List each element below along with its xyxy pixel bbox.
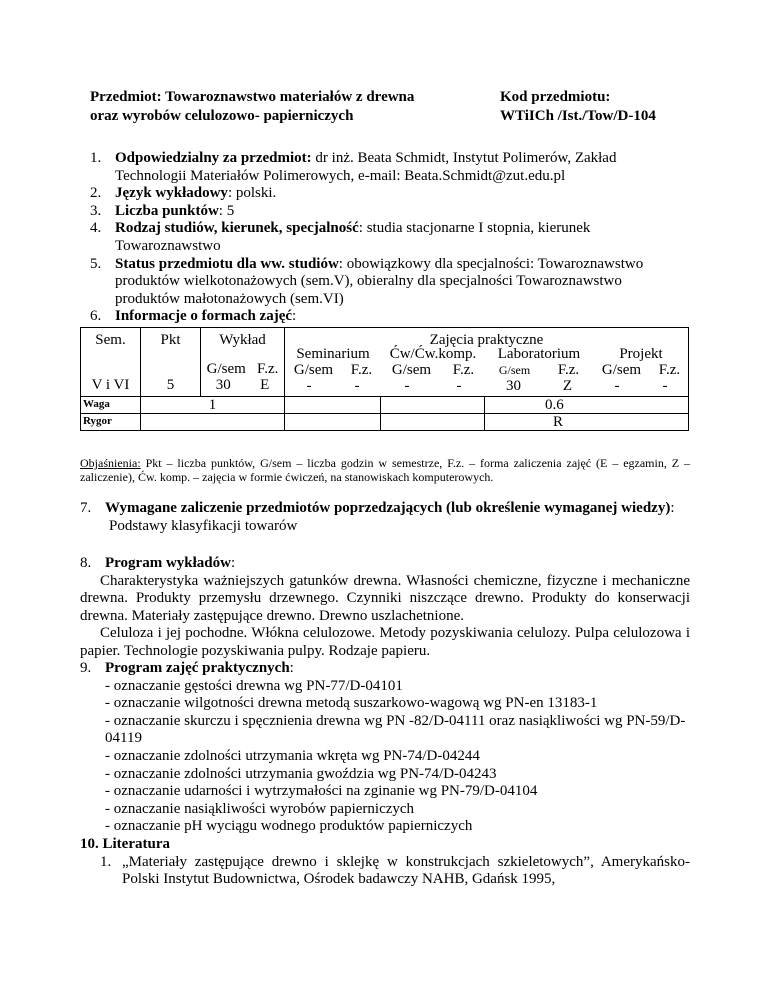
subject-line-2: oraz wyrobów celulozowo- papierniczych xyxy=(90,108,354,124)
rygor-label: Rygor xyxy=(81,414,141,431)
list-item: - oznaczanie pH wyciągu wodnego produktów papierniczych xyxy=(105,818,473,835)
cwiczenia-col: Ćw/Ćw.komp. G/sem F.z. - - xyxy=(389,346,477,394)
course-info-list xyxy=(90,150,680,326)
practical-classes-group: Zajęcia praktyczne Seminarium G/sem F.z. - - Ćw/Ćw.komp. G/sem F.z. - - Laboratorium G/sem F.z. 30 Z Projekt G/sem F.z. - - xyxy=(285,328,689,397)
list-item: - oznaczanie udarności i wytrzymałości na zginanie wg PN-79/D-04104 xyxy=(105,783,538,800)
section-lectures: 8. Program wykładów: Charakterystyka ważniejszych gatunków drewna. Własności chemiczne, fizyczne i mechaniczne drewna. Produkty przemysłu drzewnego. Czynniki niszczące drewno. Produkty do konserwacji drewna. Materiały zastępujące drewno. Drewno uszlachetnione. Celuloza i jej pochodne. Włókna celulozowe. Metody pozyskiwania celulozy. Pulpa celulozowa i papier. Technologie pozyskiwania pulpy. Rodzaje papieru. xyxy=(80,555,690,659)
subject-line-1: Przedmiot: Towaroznawstwo materiałów z drewna xyxy=(90,89,415,105)
section-practical: 9. Program zajęć praktycznych: - oznaczanie gęstości drewna wg PN-77/D-04101 - oznaczanie wilgotności drewna metodą suszarkowo-wagową wg PN-en 13183-1 - oznaczanie skurczu i spęcznienia drewna wg PN -82/D-04111 oraz nasiąkliwości wg PN-59/D-04119 - oznaczanie zdolności utrzymania wkręta wg PN-74/D-04244 - oznaczanie zdolności utrzymania gwoździa wg PN-74/D-04243 - oznaczanie udarności i wytrzymałości na zginanie wg PN-79/D-04104 - oznaczanie nasiąkliwości wyrobów papierniczych - oznaczanie pH wyciągu wodnego produktów papierniczych xyxy=(80,660,690,836)
list-item: 6. Informacje o formach zajęć: xyxy=(90,308,297,325)
rygor-lab: R xyxy=(485,414,689,431)
table-legend-note: Objaśnienia: Pkt – liczba punktów, G/sem – liczba godzin w semestrze, F.z. – forma zaliczenia zajęć (E – egzamin, Z – zaliczenie), Ćw. komp. – zajęcia w formie ćwiczeń, na stanowiskach komputerowych. xyxy=(80,456,690,484)
list-item: 4. Rodzaj studiów, kierunek, specjalność: studia stacjonarne I stopnia, kierunek Towaroznawstwo xyxy=(90,220,591,254)
list-item: 1. Odpowiedzialny za przedmiot: dr inż. Beata Schmidt, Instytut Polimerów, Zakład Technologii Materiałów Polimerowych, e-mail: Beata.Schmidt@zut.edu.pl xyxy=(90,150,617,184)
subject-header xyxy=(90,88,470,126)
literature-item: „Materiały zastępujące drewno i sklejkę w konstrukcjach szkieletowych”, Amerykańsko-Polski Instytut Budownictwa, Ośrodek badawczy NAHB, Gdańsk 1995, xyxy=(122,853,690,888)
list-item: - oznaczanie wilgotności drewna metodą suszarkowo-wagową wg PN-en 13183-1 xyxy=(105,695,598,712)
list-item: - oznaczanie zdolności utrzymania gwoździa wg PN-74/D-04243 xyxy=(105,765,497,782)
projekt-col: Projekt G/sem F.z. - - xyxy=(601,346,681,394)
list-item: - oznaczanie nasiąkliwości wyrobów papierniczych xyxy=(105,800,415,817)
course-code-label: Kod przedmiotu: xyxy=(500,89,611,105)
waga-label: Waga xyxy=(81,397,141,414)
lectures-paragraph-1: Charakterystyka ważniejszych gatunków drewna. Własności chemiczne, fizyczne i mechaniczne drewna. Produkty przemysłu drzewnego. Czynniki niszczące drewno. Produkty do konserwacji drewna. Materiały zastępujące drewno. Drewno uszlachetnione. xyxy=(80,572,690,624)
course-code-header xyxy=(500,88,750,126)
section-prerequisites: 7. Wymagane zaliczenie przedmiotów poprzedzających (lub określenie wymaganej wiedzy): Podstawy klasyfikacji towarów xyxy=(80,500,690,535)
sem-column: Sem. V i VI xyxy=(81,328,141,397)
laboratorium-col: Laboratorium G/sem F.z. 30 Z xyxy=(497,346,581,394)
seminarium-col: Seminarium G/sem F.z. - - xyxy=(293,346,373,394)
section-literature: 10. Literatura 1. „Materiały zastępujące drewno i sklejkę w konstrukcjach szkieletowych”, Amerykańsko-Polski Instytut Budownictwa, Ośrodek badawczy NAHB, Gdańsk 1995, xyxy=(80,836,690,888)
list-item: - oznaczanie zdolności utrzymania wkręta wg PN-74/D-04244 xyxy=(105,747,480,764)
list-item: - oznaczanie skurczu i spęcznienia drewna wg PN -82/D-04111 oraz nasiąkliwości wg PN-59/D-04119 xyxy=(105,712,686,747)
list-item: - oznaczanie gęstości drewna wg PN-77/D-04101 xyxy=(105,677,403,694)
class-forms-table xyxy=(80,327,688,451)
waga-wyklad: 1 xyxy=(141,397,285,414)
pkt-column: Pkt 5 xyxy=(141,328,201,397)
list-item: 2. Język wykładowy: polski. xyxy=(90,185,277,202)
waga-lab: 0.6 xyxy=(485,397,689,414)
course-code-value: WTiICh /Ist./Tow/D-104 xyxy=(500,108,656,124)
prerequisites-text: Podstawy klasyfikacji towarów xyxy=(109,517,298,534)
list-item: 3. Liczba punktów: 5 xyxy=(90,202,235,219)
wyklad-column: Wykład G/sem F.z. 30 E xyxy=(201,328,285,397)
lectures-paragraph-2: Celuloza i jej pochodne. Włókna celulozowe. Metody pozyskiwania celulozy. Pulpa celulozowa i papier. Technologie pozyskiwania pulpy. Rodzaje papieru. xyxy=(80,625,690,659)
list-item: 5. Status przedmiotu dla ww. studiów: obowiązkowy dla specjalności: Towaroznawstwo produktów wielkotonażowych (sem.V), obieralny dla specjalności Towaroznawstwo produktów małotonażowych (sem.VI) xyxy=(90,255,644,307)
